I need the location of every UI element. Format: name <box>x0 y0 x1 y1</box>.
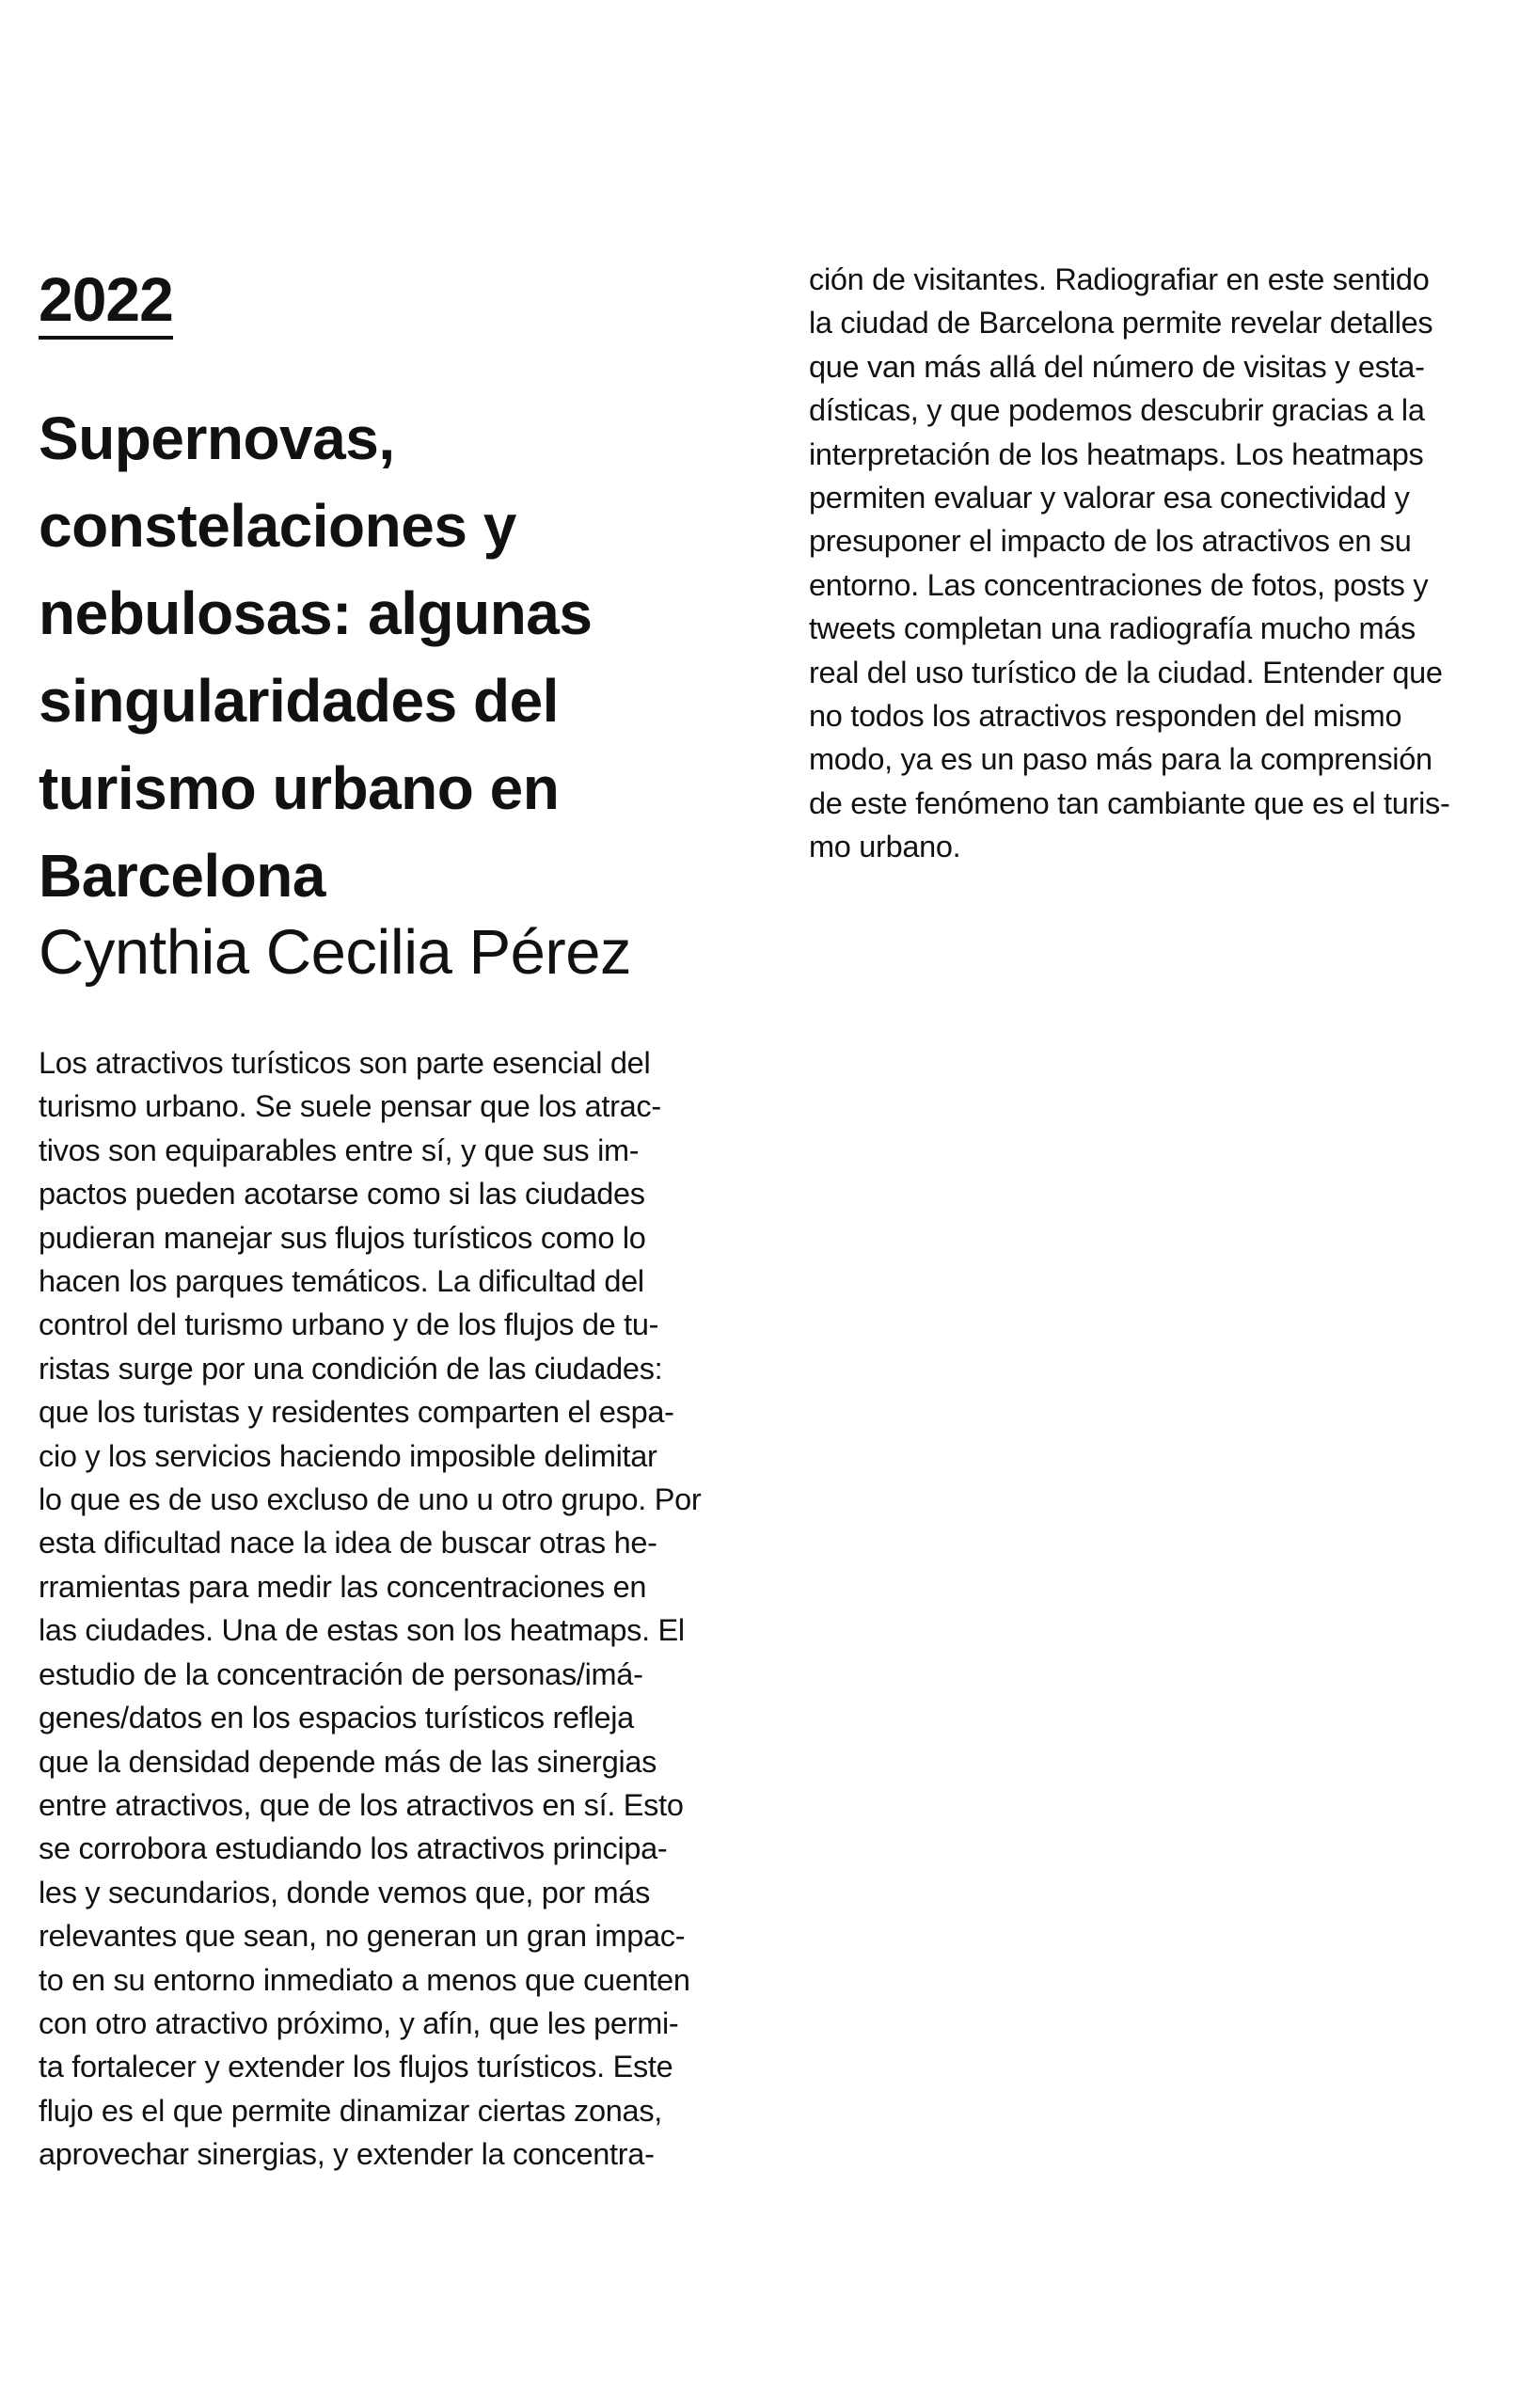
body-text-line: modo, ya es un paso más para la comprensión <box>809 742 1432 777</box>
body-text-line: ristas surge por una condición de las ciudades: <box>39 1351 663 1386</box>
body-text-line: lo que es de uso excluso de uno u otro grupo. Por <box>39 1482 702 1517</box>
body-text-line: tivos son equiparables entre sí, y que sus im- <box>39 1133 640 1167</box>
body-text-line: presuponer el impacto de los atractivos en su <box>809 524 1412 559</box>
body-text-line: flujo es el que permite dinamizar ciertas zonas, <box>39 2093 663 2128</box>
body-text-line: entre atractivos, que de los atractivos en sí. Esto <box>39 1787 684 1822</box>
title-line: nebulosas: algunas <box>39 579 593 647</box>
body-column-right <box>809 258 1505 869</box>
year-heading: 2022 <box>39 268 173 340</box>
body-text-line: to en su entorno inmediato a menos que cuenten <box>39 1962 690 1997</box>
body-text-line: ta fortalecer y extender los flujos turísticos. Este <box>39 2050 673 2084</box>
body-text-line: entorno. Las concentraciones de fotos, posts y <box>809 567 1429 602</box>
body-text-line: genes/datos en los espacios turísticos refleja <box>39 1701 634 1735</box>
body-text-line: permiten evaluar y valorar esa conectividad y <box>809 481 1410 515</box>
body-text-line: pudieran manejar sus flujos turísticos como lo <box>39 1220 646 1255</box>
body-text-line: control del turismo urbano y de los flujos de tu- <box>39 1307 659 1342</box>
title-line: constelaciones y <box>39 492 516 560</box>
body-text-line: cio y los servicios haciendo imposible delimitar <box>39 1438 657 1473</box>
body-text-line: con otro atractivo próximo, y afín, que les permi- <box>39 2005 679 2040</box>
body-text-line: pactos pueden acotarse como si las ciudades <box>39 1177 645 1212</box>
body-text-line: que la densidad depende más de las sinergias <box>39 1744 657 1779</box>
body-text-line: que los turistas y residentes comparten el espa- <box>39 1395 674 1430</box>
body-text-line: turismo urbano. Se suele pensar que los atrac- <box>39 1089 661 1124</box>
title-line: singularidades del <box>39 667 559 735</box>
body-text-line: les y secundarios, donde vemos que, por más <box>39 1875 651 1909</box>
body-text-line: real del uso turístico de la ciudad. Entender que <box>809 655 1443 689</box>
body-text-line: hacen los parques temáticos. La dificultad del <box>39 1264 644 1299</box>
body-text-line: que van más allá del número de visitas y esta- <box>809 349 1425 384</box>
article-title <box>39 395 716 920</box>
body-text-line: esta dificultad nace la idea de buscar otras he- <box>39 1526 657 1560</box>
body-text-line: aprovechar sinergias, y extender la concentra- <box>39 2137 655 2172</box>
title-line: turismo urbano en <box>39 754 560 822</box>
body-text-line: relevantes que sean, no generan un gran impac- <box>39 1919 686 1954</box>
title-line: Supernovas, <box>39 404 395 472</box>
body-text-line: estudio de la concentración de personas/imá- <box>39 1656 643 1691</box>
body-text-line: rramientas para medir las concentraciones en <box>39 1569 647 1604</box>
body-text-line: tweets completan una radiografía mucho más <box>809 611 1416 646</box>
body-text-line: la ciudad de Barcelona permite revelar detalles <box>809 306 1433 341</box>
body-column-left <box>39 1041 716 2177</box>
title-line: Barcelona <box>39 842 325 910</box>
body-text-line: dísticas, y que podemos descubrir gracias a la <box>809 393 1425 428</box>
body-text-line: interpretación de los heatmaps. Los heatmaps <box>809 436 1424 471</box>
body-text-line: no todos los atractivos responden del mismo <box>809 699 1402 734</box>
body-text-line: se corrobora estudiando los atractivos principa- <box>39 1831 668 1866</box>
body-text-line: Los atractivos turísticos son parte esencial del <box>39 1046 651 1080</box>
author-name: Cynthia Cecilia Pérez <box>39 917 631 988</box>
body-text-line: ción de visitantes. Radiografiar en este sentido <box>809 262 1430 296</box>
body-text-line: mo urbano. <box>809 830 961 864</box>
body-text-line: las ciudades. Una de estas son los heatmaps. El <box>39 1613 685 1648</box>
body-text-line: de este fenómeno tan cambiante que es el turis- <box>809 785 1450 820</box>
